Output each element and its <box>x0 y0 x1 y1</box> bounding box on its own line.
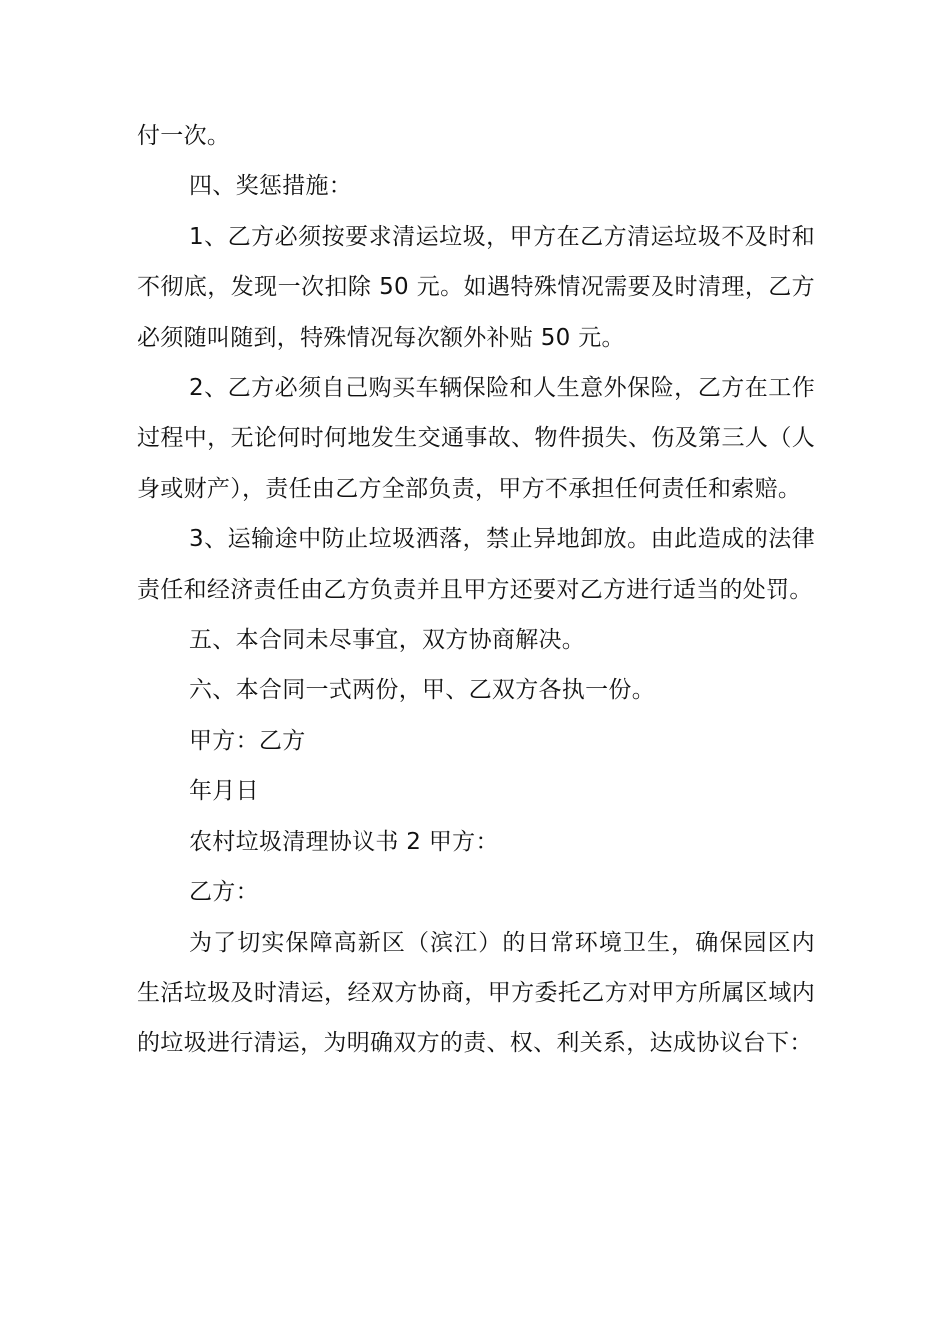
signature-date: 年月日 <box>189 778 259 805</box>
signature-parties: 甲方：乙方 <box>189 727 306 754</box>
agreement-2-preamble: 为了切实保障高新区（滨江）的日常环境卫生，确保园区内生活垃圾及时清运，经双方协商，甲方委托乙方对甲方所属区域内的垃圾进行清运，为明确双方的责、权、利关系，达成协议台下： <box>137 929 815 1057</box>
agreement-2-title: 农村垃圾清理协议书 2 甲方： <box>189 828 499 855</box>
paragraph-continuation: 付一次。 <box>137 123 231 149</box>
clause-2: 2、乙方必须自己购买车辆保险和人生意外保险，乙方在工作过程中，无论何时何地发生交通事故、物件损失、伤及第三人（人身或财产），责任由乙方全部负责，甲方不承担任何责任和索赔。 <box>137 375 815 502</box>
clause-1: 1、乙方必须按要求清运垃圾，甲方在乙方清运垃圾不及时和不彻底，发现一次扣除 50 元。如遇特殊情况需要及时清理，乙方必须随叫随到，特殊情况每次额外补贴 50 元。 <box>137 223 815 351</box>
section-five: 五、本合同未尽事宜，双方协商解决。 <box>189 627 586 654</box>
clause-3: 3、运输途中防止垃圾洒落，禁止异地卸放。由此造成的法律责任和经济责任由乙方负责并且甲方还要对乙方进行适当的处罚。 <box>137 526 815 603</box>
document-body <box>137 111 815 1069</box>
section-heading-rewards-penalties: 四、奖惩措施： <box>189 173 353 200</box>
section-six: 六、本合同一式两份，甲、乙双方各执一份。 <box>189 677 655 704</box>
party-b-label: 乙方： <box>189 879 259 906</box>
